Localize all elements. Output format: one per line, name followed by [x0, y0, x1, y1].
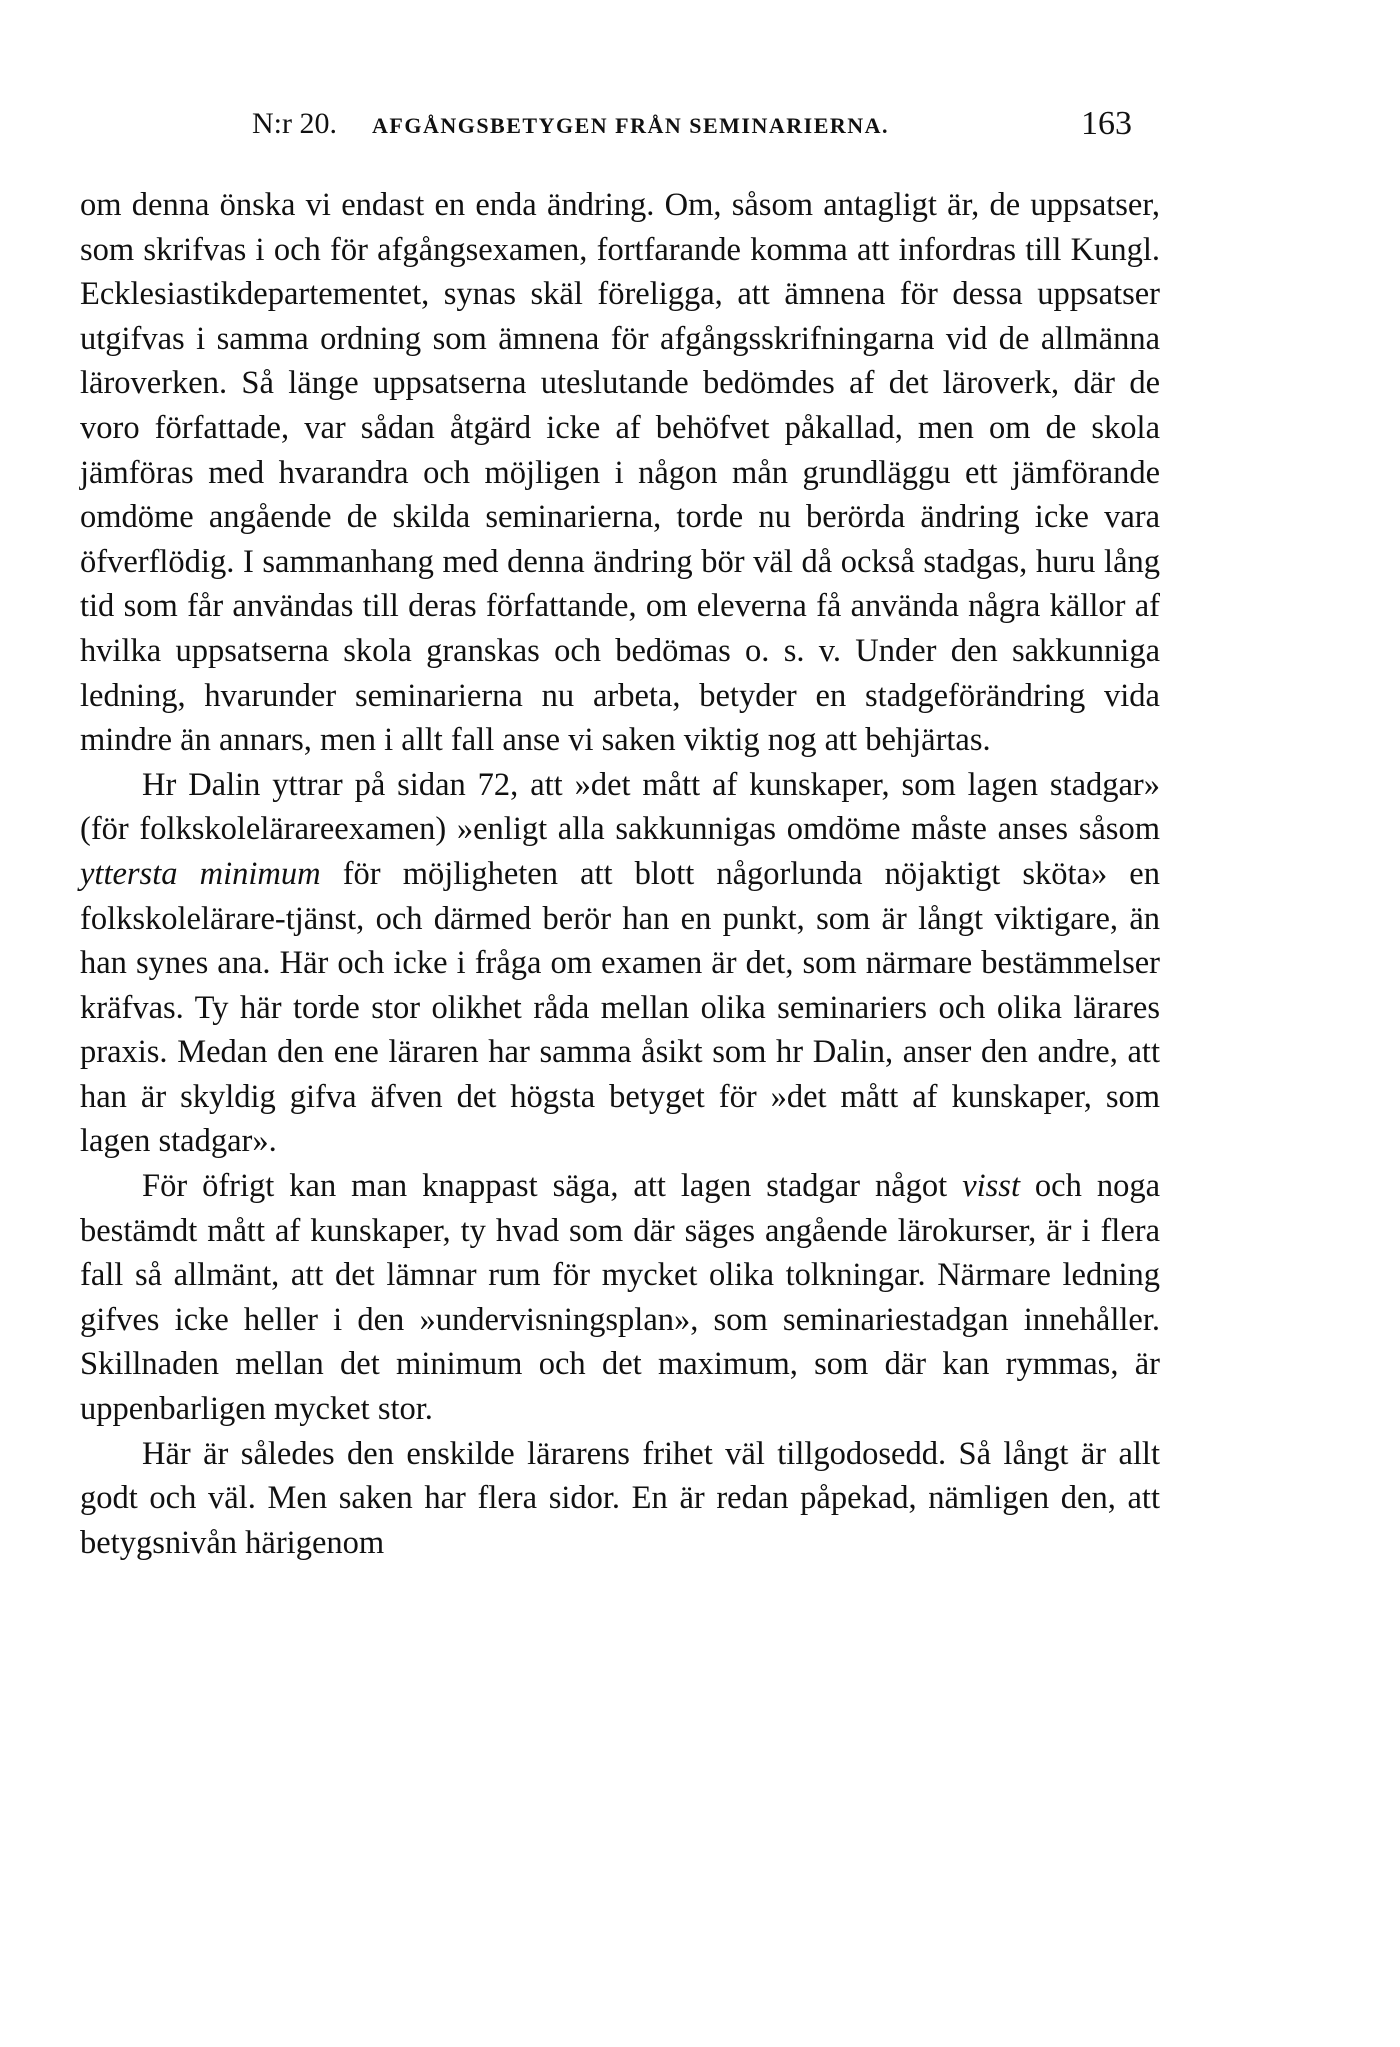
italic-text-segment: yttersta minimum [80, 855, 321, 892]
paragraph [80, 183, 1160, 763]
paragraph [80, 763, 1160, 1164]
section-number: N:r 20. [252, 107, 337, 140]
running-head [252, 104, 1132, 144]
text-segment: Hr Dalin yttrar på sidan 72, att »det mått af kunskaper, som lagen stadgar» (för folkskolelärareexamen) »enligt alla sakkunnigas omdöme måste anses såsom [80, 766, 1160, 848]
page-number: 163 [1081, 105, 1132, 142]
text-segment: om denna önska vi endast en enda ändring. Om, såsom antagligt är, de uppsatser, som skrifvas i och för afgångsexamen, fortfarande komma att infordras till Kungl. Ecklesiastikdepartementet, synas skäl föreligga, att ämnena för dessa uppsatser utgifvas i samma ordning som ämnena för afgångsskrifningarna vid de allmänna läroverken. Så länge uppsatserna uteslutande bedömdes af det läroverk, där de voro författade, var sådan åtgärd icke af behöfvet påkallad, men om de skola jämföras med hvarandra och möjligen i någon mån grundläggu ett jämförande omdöme angående de skilda seminarierna, torde nu berörda ändring icke vara öfverflödig. I sammanhang med denna ändring bör väl då också stadgas, huru lång tid som får användas till deras författande, om eleverna få använda några källor af hvilka uppsatserna skola granskas och bedömas o. s. v. Under den sakkunniga ledning, hvarunder seminarierna nu arbeta, betyder en stadgeförändring vida mindre än annars, men i allt fall anse vi saken viktig nog att behjärtas. [80, 187, 1160, 759]
text-segment: för möjligheten att blott någorlunda nöjaktigt sköta» en folkskolelärare-tjänst, och därmed berör han en punkt, som är långt viktigare, än han synes ana. Här och icke i fråga om examen är det, som närmare bestämmelser kräfvas. Ty här torde stor olikhet råda mellan olika seminariers och olika lärares praxis. Medan den ene läraren har samma åsikt som hr Dalin, anser den andre, att han är skyldig gifva äfven det högsta betyget för »det mått af kunskaper, som lagen stadgar». [80, 855, 1160, 1160]
text-segment: För öfrigt kan man knappast säga, att lagen stadgar något [142, 1168, 963, 1205]
italic-text-segment: visst [962, 1168, 1020, 1205]
text-segment: Här är således den enskilde lärarens frihet väl tillgodosedd. Så långt är allt godt och väl. Men saken har flera sidor. En är redan påpekad, nämligen den, att betygsnivån härigenom [80, 1435, 1160, 1561]
paragraph [80, 1164, 1160, 1432]
body-text [80, 183, 1160, 1565]
paragraph [80, 1432, 1160, 1566]
running-title: AFGÅNGSBETYGEN FRÅN SEMINARIERNA. [372, 113, 890, 138]
text-segment: och noga bestämdt mått af kunskaper, ty hvad som där säges angående lärokurser, är i flera fall så allmänt, att det lämnar rum för mycket olika tolkningar. Närmare ledning gifves icke heller i den »undervisningsplan», som seminariestadgan innehåller. Skillnaden mellan det minimum och det maximum, som där kan rymmas, är uppenbarligen mycket stor. [80, 1168, 1160, 1428]
